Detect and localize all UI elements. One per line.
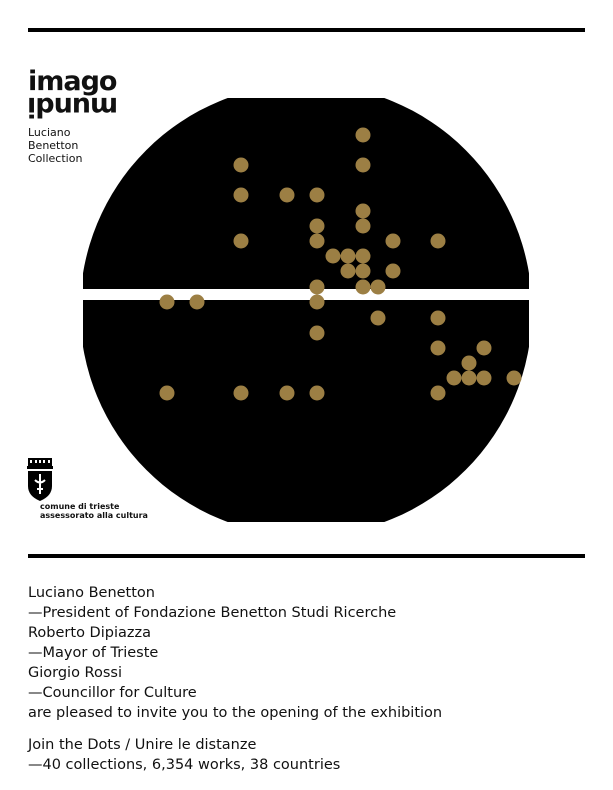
logo-word-mundi-inverted: mundi xyxy=(28,91,119,122)
gold-dot xyxy=(371,280,386,295)
gold-dot xyxy=(310,295,325,310)
gold-dot xyxy=(386,234,401,249)
gold-dot xyxy=(326,249,341,264)
gold-dot xyxy=(280,188,295,203)
exhibition-subtitle: —40 collections, 6,354 works, 38 countries xyxy=(28,757,341,773)
gold-dot xyxy=(431,386,446,401)
gold-dot xyxy=(310,386,325,401)
gold-dot xyxy=(160,295,175,310)
gold-dot xyxy=(477,371,492,386)
gold-dot xyxy=(462,371,477,386)
gold-dot xyxy=(310,188,325,203)
gold-dot xyxy=(234,188,249,203)
gold-dot xyxy=(356,158,371,173)
invitation-text xyxy=(28,583,442,775)
dots-disc-graphic xyxy=(83,98,529,522)
gold-dot xyxy=(356,204,371,219)
logo-word-imago: imago xyxy=(28,66,117,97)
gold-dot xyxy=(431,341,446,356)
comune-di-trieste-label: comune di trieste assessorato alla cultura xyxy=(40,502,148,520)
exhibition-title: Join the Dots / Unire le distanze xyxy=(28,737,257,753)
white-horizontal-band xyxy=(83,289,529,300)
gold-dot xyxy=(310,280,325,295)
gold-dot xyxy=(356,264,371,279)
gold-dot xyxy=(477,341,492,356)
black-disc xyxy=(83,98,529,522)
gold-dot xyxy=(431,234,446,249)
gold-dot xyxy=(462,356,477,371)
gold-dot xyxy=(431,311,446,326)
gold-dot xyxy=(160,386,175,401)
invitation-sentence: are pleased to invite you to the opening of the exhibition xyxy=(28,705,443,721)
host-role: —President of Fondazione Benetton Studi Ricerche xyxy=(28,605,397,621)
trieste-crest-icon xyxy=(26,458,54,502)
gold-dot xyxy=(356,249,371,264)
gold-dot xyxy=(356,128,371,143)
middle-rule xyxy=(28,554,585,558)
logo-collection-text: Luciano Benetton Collection xyxy=(28,126,83,165)
top-rule xyxy=(28,28,585,32)
gold-dot xyxy=(356,280,371,295)
gold-dot xyxy=(280,386,295,401)
gold-dot xyxy=(356,219,371,234)
host-name: Giorgio Rossi xyxy=(28,665,122,681)
gold-dot xyxy=(310,326,325,341)
host-role: —Mayor of Trieste xyxy=(28,645,159,661)
gold-dot xyxy=(386,264,401,279)
gold-dot xyxy=(341,264,356,279)
gold-dot xyxy=(341,249,356,264)
gold-dot xyxy=(190,295,205,310)
host-role: —Councillor for Culture xyxy=(28,685,197,701)
gold-dot xyxy=(371,311,386,326)
gold-dot xyxy=(310,234,325,249)
gold-dot xyxy=(234,158,249,173)
host-name: Luciano Benetton xyxy=(28,585,155,601)
gold-dot xyxy=(234,234,249,249)
host-name: Roberto Dipiazza xyxy=(28,625,151,641)
gold-dot xyxy=(507,371,522,386)
gold-dot xyxy=(234,386,249,401)
gold-dot xyxy=(310,219,325,234)
gold-dot xyxy=(447,371,462,386)
